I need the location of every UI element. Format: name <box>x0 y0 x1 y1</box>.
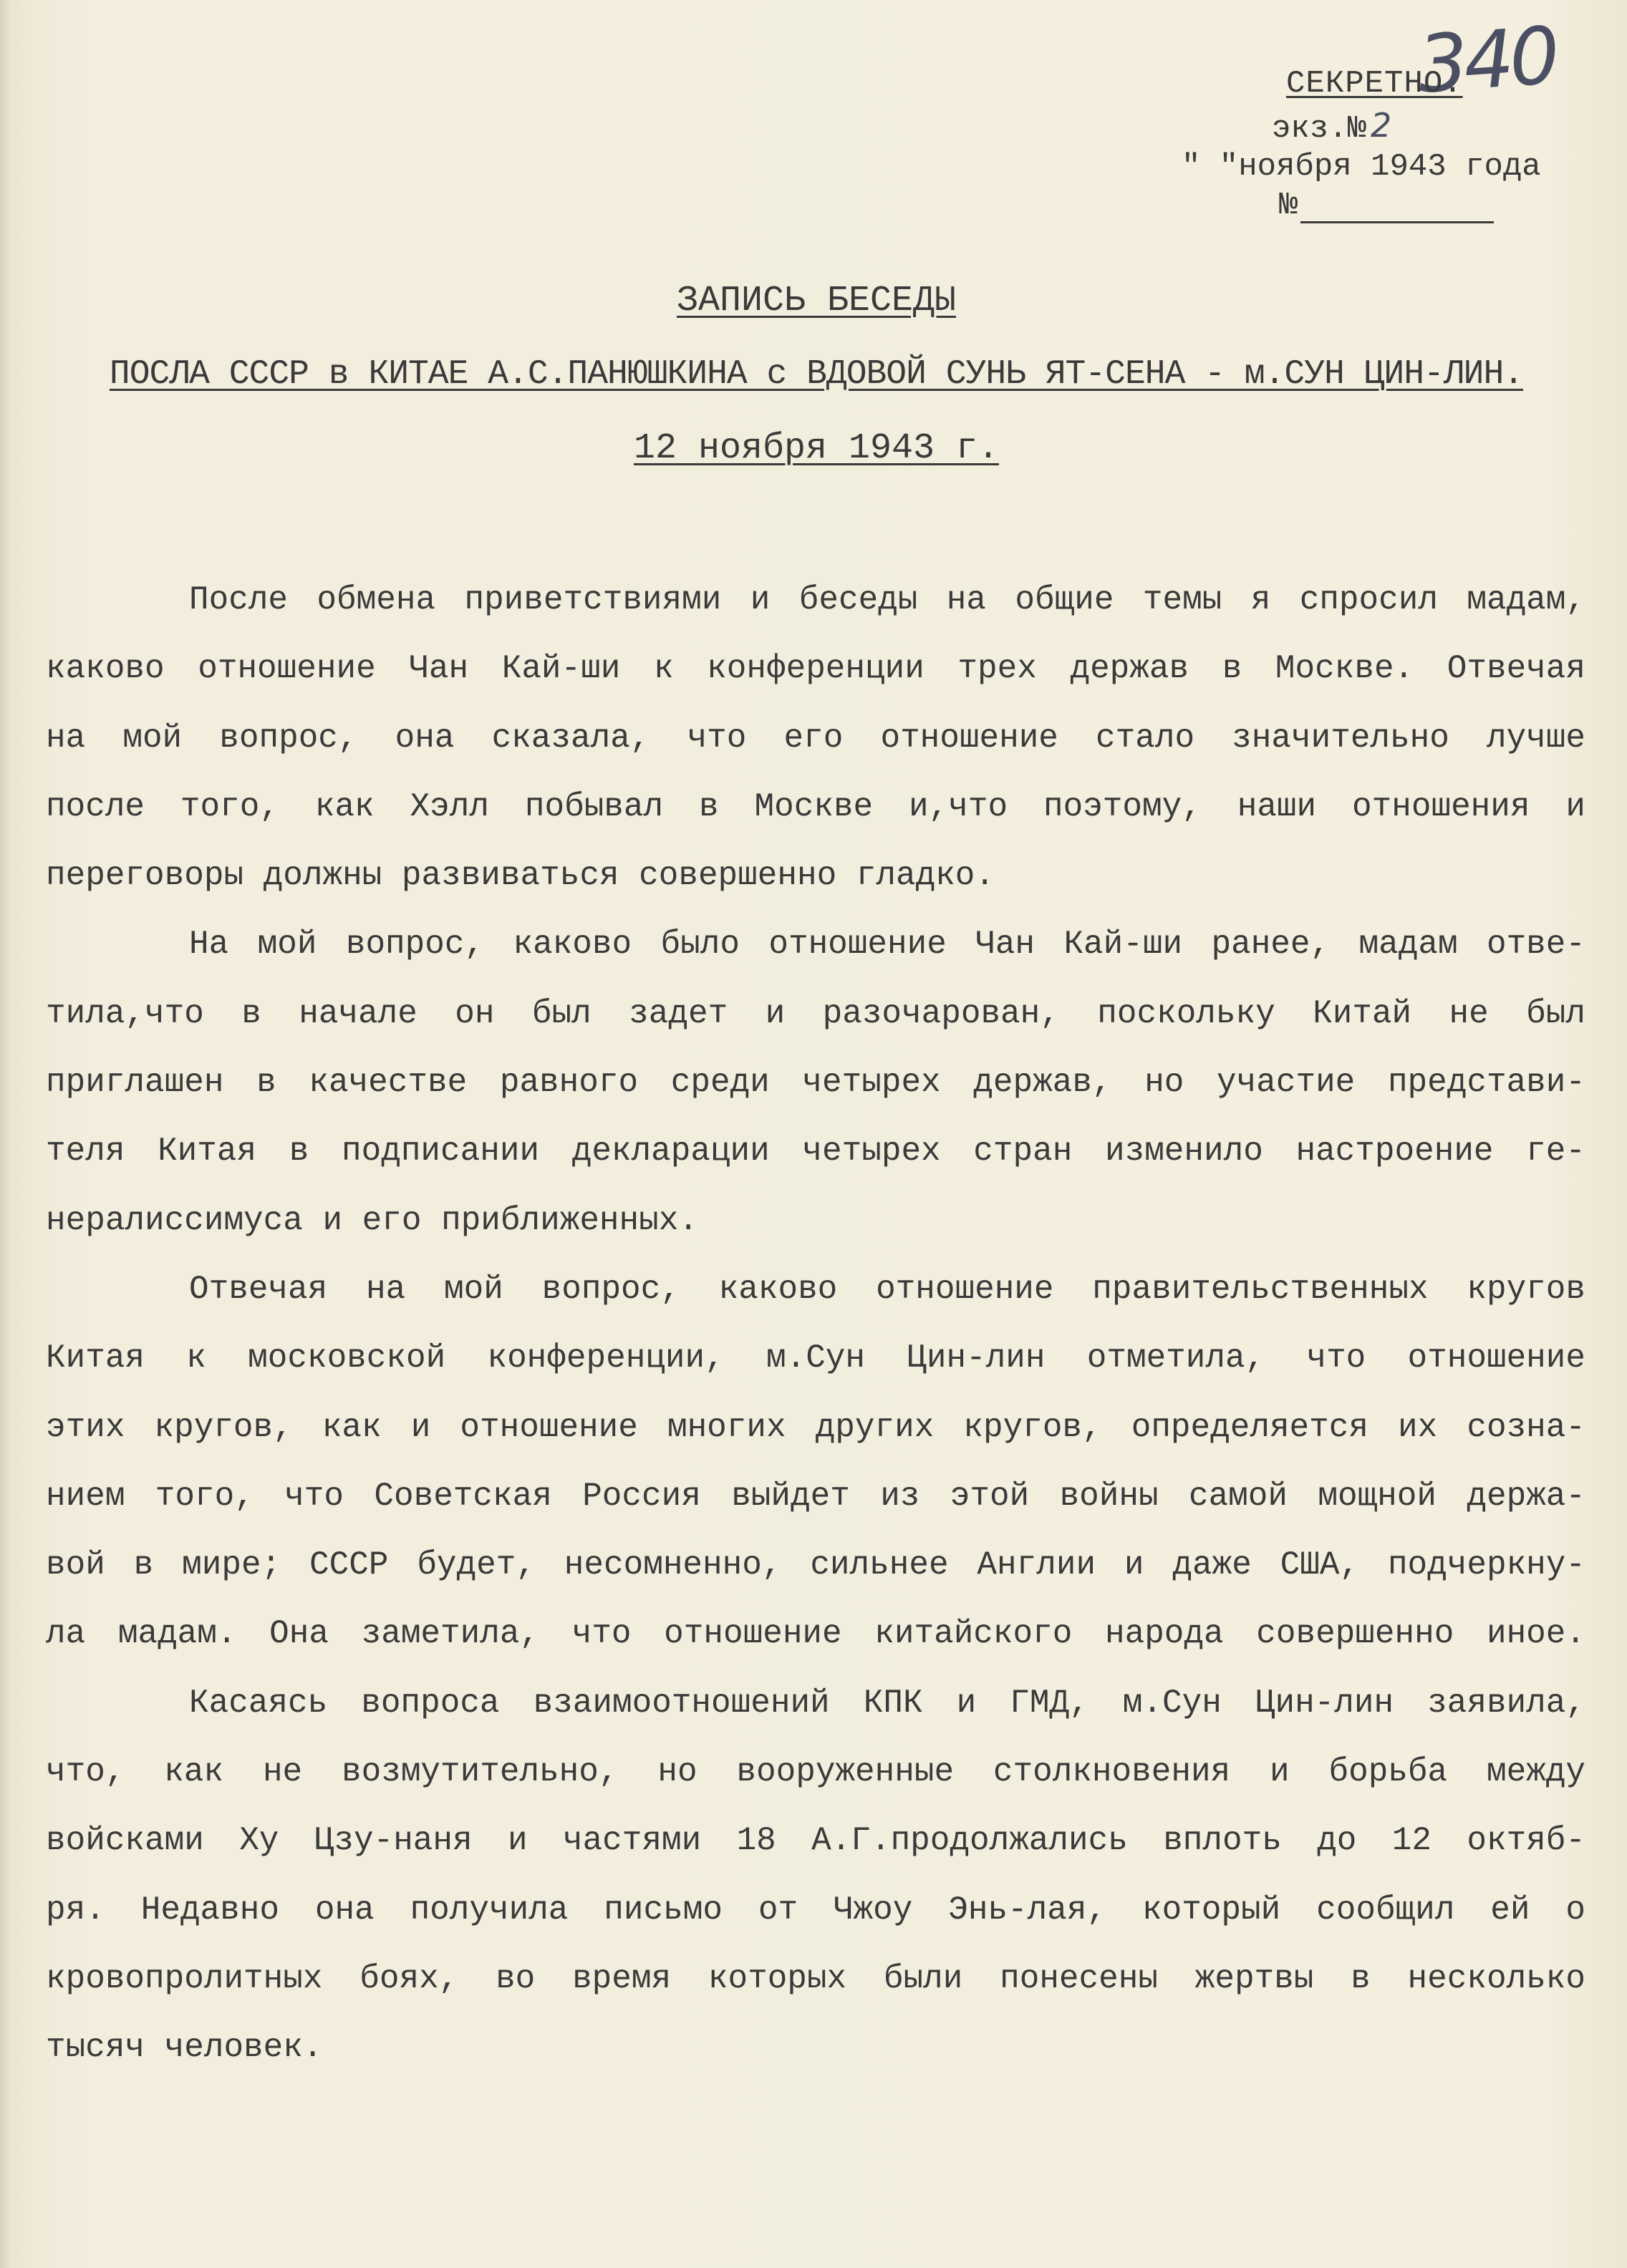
date-line: 12 ноября 1943 г. <box>633 428 1000 469</box>
document-body <box>46 566 1585 2083</box>
text-line: приглашен в качестве равного среди четырех держав, но участие представи- <box>46 1064 1585 1102</box>
text-line: на мой вопрос, она сказала, что его отношение стало значительно лучше <box>46 719 1585 757</box>
text-line: тысяч человек. <box>46 2029 323 2067</box>
text-line: нием того, что Советская Россия выйдет из этой войны самой мощной держа- <box>46 1477 1585 1515</box>
text-line: после того, как Хэлл побывал в Москве и,что поэтому, наши отношения и <box>46 788 1585 825</box>
text-line: Касаясь вопроса взаимоотношений КПК и ГМД, м.Сун Цин-лин заявила, <box>189 1684 1585 1722</box>
archive-page-number: 340 <box>1414 9 1559 111</box>
header-date: " "ноября 1943 года <box>1182 149 1541 185</box>
document-number <box>1279 188 1494 223</box>
number-blank <box>1300 193 1494 223</box>
text-line: ла мадам. Она заметила, что отношение китайского народа совершенно иное. <box>46 1615 1585 1653</box>
text-line: кровопролитных боях, во время которых были понесены жертвы в несколько <box>46 1959 1585 1997</box>
subtitle-line: ПОСЛА СССР в КИТАЕ А.С.ПАНЮШКИНА с ВДОВОЙ СУНЬ ЯТ-СЕНА - м.СУН ЦИН-ЛИН. <box>109 355 1524 394</box>
text-line: нералиссимуса и его приближенных. <box>46 1201 698 1239</box>
text-line: тила,что в начале он был задет и разочарован, поскольку Китай не был <box>46 994 1585 1032</box>
text-line: На мой вопрос, каково было отношение Чан Кай-ши ранее, мадам отве- <box>189 926 1585 964</box>
title-line: ЗАПИСЬ БЕСЕДЫ <box>676 281 957 321</box>
text-line: этих кругов, как и отношение многих других кругов, определяется их созна- <box>46 1408 1585 1446</box>
text-line: После обмена приветствиями и беседы на общие темы я спросил мадам, <box>189 581 1585 619</box>
text-line: вой в мире; СССР будет, несомненно, сильнее Англии и даже США, подчеркну- <box>46 1546 1585 1584</box>
text-line: что, как не возмутительно, но вооруженные столкновения и борьба между <box>46 1753 1585 1791</box>
text-line: Отвечая на мой вопрос, каково отношение правительственных кругов <box>189 1270 1585 1308</box>
number-label: № <box>1279 188 1298 223</box>
page-edge <box>0 0 10 2268</box>
text-line: войсками Ху Цзу-наня и частями 18 А.Г.продолжались вплоть до 12 октяб- <box>46 1822 1585 1860</box>
copy-label: экз.№ <box>1272 111 1367 147</box>
document-title <box>43 281 1590 321</box>
text-line: теля Китая в подписании декларации четырех стран изменило настроение ге- <box>46 1133 1585 1171</box>
text-line: каково отношение Чан Кай-ши к конференции трех держав в Москве. Отвечая <box>46 650 1585 688</box>
text-line: переговоры должны развиваться совершенно гладко. <box>46 857 995 895</box>
text-line: ря. Недавно она получила письмо от Чжоу Энь-лая, который сообщил ей о <box>46 1891 1585 1929</box>
copy-value: 2 <box>1371 106 1392 145</box>
document-date <box>43 428 1590 469</box>
document-subtitle <box>43 355 1590 394</box>
text-line: Китая к московской конференции, м.Сун Цин-лин отметила, что отношение <box>46 1339 1585 1377</box>
secret-label: СЕКРЕТНО. <box>1286 66 1463 102</box>
copy-number <box>1272 107 1391 147</box>
